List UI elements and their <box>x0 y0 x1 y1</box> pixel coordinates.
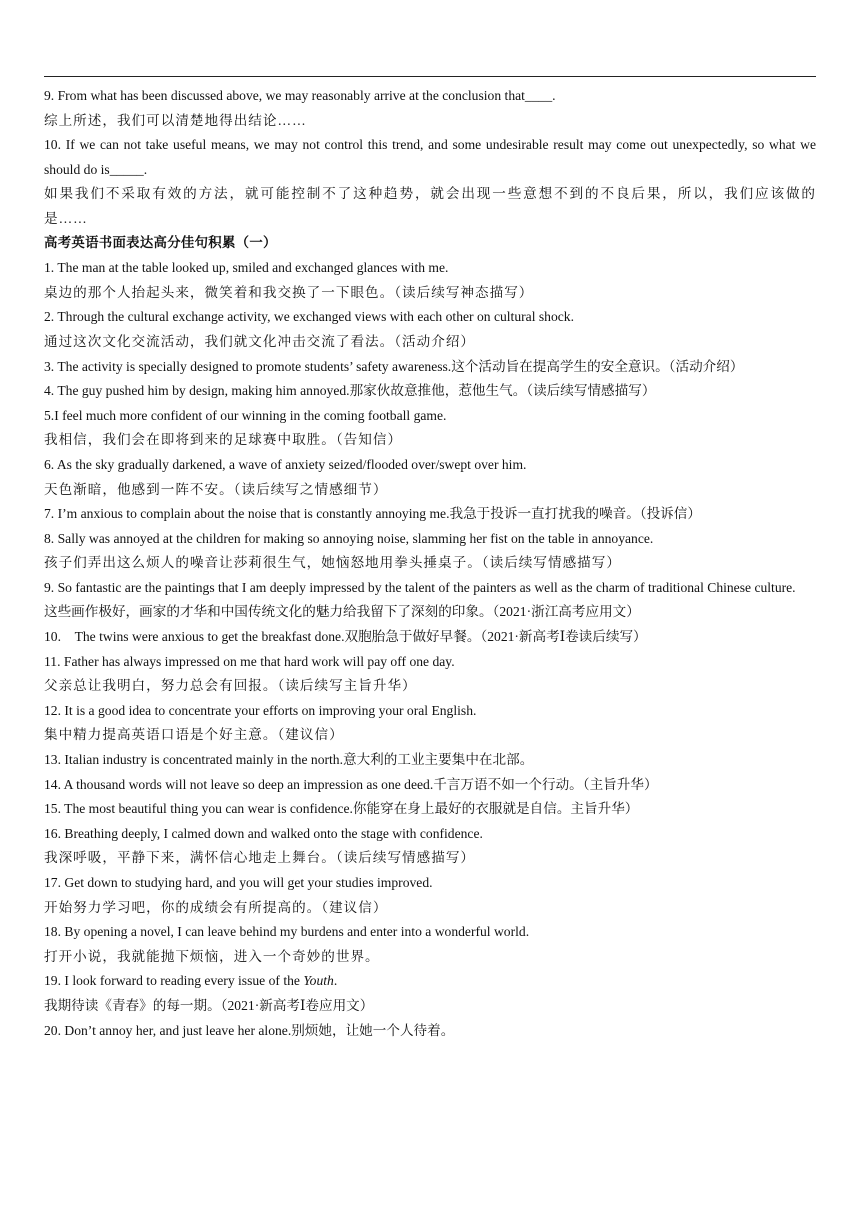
sentence-en-pre: 19. I look forward to reading every issue of the <box>44 973 304 989</box>
sentence-mixed: 15. The most beautiful thing you can wear is confidence.你能穿在身上最好的衣服就是自信。主旨升华） <box>44 801 639 817</box>
sentence-en: 8. Sally was annoyed at the children for making so annoying noise, slamming her fist on the table in annoyance. <box>44 530 654 546</box>
sentence-zh: 开始努力学习吧，你的成绩会有所提高的。（建议信） <box>44 899 388 915</box>
sentence-zh: 我期待读《青春》的每一期。（2021·新高考Ⅰ卷应用文） <box>44 997 374 1013</box>
sentence-zh: 孩子们弄出这么烦人的噪音让莎莉很生气，她恼怒地用拳头捶桌子。（读后续写情感描写） <box>44 555 621 571</box>
sentence-en: 12. It is a good idea to concentrate your efforts on improving your oral English. <box>44 702 477 718</box>
sentence-zh: 通过这次文化交流活动，我们就文化冲击交流了看法。（活动介绍） <box>44 333 476 349</box>
sentence-en: 17. Get down to studying hard, and you will get your studies improved. <box>44 875 433 890</box>
sentence-en: 1. The man at the table looked up, smiled and exchanged glances with me. <box>44 260 449 276</box>
intro-zh: 如果我们不采取有效的方法，就可能控制不了这种趋势，就会出现一些意想不到的不良后果，所以，我们应该做的是…… <box>44 186 816 226</box>
sentence-zh: 父亲总让我明白，努力总会有回报。（读后续写主旨升华） <box>44 678 417 694</box>
sentence-zh: 这些画作极好，画家的才华和中国传统文化的魅力给我留下了深刻的印象。（2021·浙江高考应用文） <box>44 604 640 620</box>
sentence-mixed: 4. The guy pushed him by design, making him annoyed.那家伙故意推他，惹他生气。（读后续写情感描写） <box>44 383 656 399</box>
document-content <box>44 76 816 1043</box>
magazine-title: Youth <box>303 973 334 989</box>
sentence-zh: 桌边的那个人抬起头来，微笑着和我交换了一下眼色。（读后续写神态描写） <box>44 284 534 300</box>
sentence-zh: 我相信，我们会在即将到来的足球赛中取胜。（告知信） <box>44 432 403 448</box>
sentence-mixed: 14. A thousand words will not leave so deep an impression as one deed.千言万语不如一个行动。（主旨升华） <box>44 776 658 792</box>
sentence-zh: 集中精力提高英语口语是个好主意。（建议信） <box>44 727 344 743</box>
section-title: 高考英语书面表达高分佳句积累（一） <box>44 235 277 251</box>
sentence-en: 9. So fantastic are the paintings that I am deeply impressed by the talent of the painters as well as the charm of traditional Chinese culture. <box>44 579 796 595</box>
sentence-en-post: . <box>333 973 338 989</box>
sentence-en: 2. Through the cultural exchange activity, we exchanged views with each other on cultural shock. <box>44 309 574 325</box>
intro-en: 10. If we can not take useful means, we may not control this trend, and some undesirable result may come out unexpectedly, so what we should do is_____. <box>44 137 816 177</box>
sentence-en: 18. By opening a novel, I can leave behind my burdens and enter into a wonderful world. <box>44 924 530 940</box>
intro-en: 9. From what has been discussed above, we may reasonably arrive at the conclusion that____. <box>44 88 556 103</box>
sentence-mixed: 20. Don’t annoy her, and just leave her alone.别烦她，让她一个人待着。 <box>44 1022 455 1038</box>
document-page <box>44 76 816 1043</box>
intro-zh: 综上所述，我们可以清楚地得出结论…… <box>44 112 307 128</box>
sentence-zh: 天色渐暗，他感到一阵不安。（读后续写之情感细节） <box>44 481 388 497</box>
sentence-mixed: 7. I’m anxious to complain about the noise that is constantly annoying me.我急于投诉一直打扰我的噪音。（投诉信） <box>44 506 701 522</box>
sentence-mixed: 3. The activity is specially designed to promote students’ safety awareness.这个活动旨在提高学生的安全意识。（活动介绍） <box>44 358 744 374</box>
sentence-mixed: 10. The twins were anxious to get the breakfast done.双胞胎急于做好早餐。（2021·新高考Ⅰ卷读后续写） <box>44 629 647 645</box>
sentence-en <box>44 969 816 994</box>
sentence-mixed: 13. Italian industry is concentrated mainly in the north.意大利的工业主要集中在北部。 <box>44 752 534 768</box>
sentence-zh: 我深呼吸，平静下来，满怀信心地走上舞台。（读后续写情感描写） <box>44 850 476 866</box>
sentence-zh: 打开小说，我就能抛下烦恼，进入一个奇妙的世界。 <box>44 948 380 964</box>
sentence-en: 5.I feel much more confident of our winning in the coming football game. <box>44 407 447 423</box>
sentence-en: 6. As the sky gradually darkened, a wave of anxiety seized/flooded over/swept over him. <box>44 456 527 472</box>
sentence-en: 11. Father has always impressed on me that hard work will pay off one day. <box>44 653 455 669</box>
sentence-en: 16. Breathing deeply, I calmed down and walked onto the stage with confidence. <box>44 825 483 841</box>
